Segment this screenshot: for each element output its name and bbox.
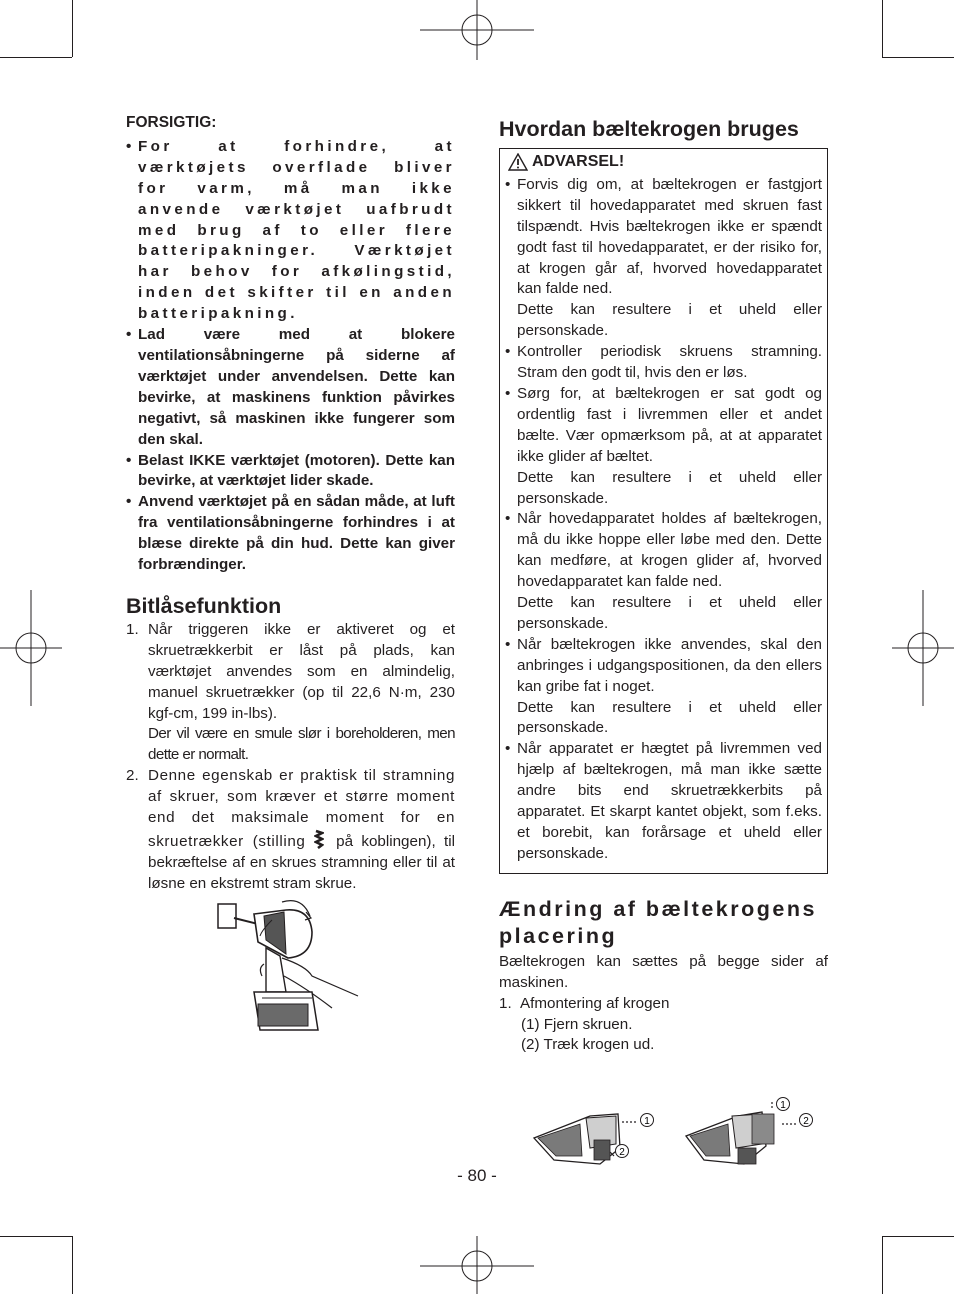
right-column xyxy=(499,113,828,1056)
warning-item xyxy=(505,739,822,864)
left-column xyxy=(126,113,455,895)
intro-text: Bæltekrogen kan sættes på begge sider af maskinen. xyxy=(499,952,828,991)
warning-item-text: Når bæltekrogen ikke anvendes, skal den anbringes i udgangspositionen, da den ellers kan gribe fat i noget. xyxy=(517,635,822,695)
item-text: på koblingen), til bekræftelse af en skrues stramning eller til at løsne en ekstremt stram skrue. xyxy=(148,833,455,892)
item-text: Når triggeren ikke er aktiveret og et skruetrækkerbit er låst på plads, kan værktøjet anvendes som en almindelig, manuel skruetrækker (op til 22,6 N·m, 230 kgf-cm, 199 in-lbs). xyxy=(148,620,455,722)
warning-item xyxy=(505,384,822,509)
belt-hook-removal-illustration-right xyxy=(682,1096,818,1170)
caution-item: • Belast IKKE værktøjet (motoren). Dette kan bevirke, at værktøjet lider skade. xyxy=(126,451,455,493)
warning-item-text: Kontroller periodisk skruens stramning. Stram den godt til, hvis den er løs. xyxy=(517,343,822,382)
registration-mark xyxy=(420,0,534,60)
warning-item xyxy=(505,635,822,740)
step-item xyxy=(499,994,828,1015)
item-number: 1. xyxy=(126,620,139,638)
item-number: 2. xyxy=(126,767,139,785)
page-number: - 80 - xyxy=(457,1166,497,1185)
caution-list xyxy=(126,137,455,576)
marker-1: 1 xyxy=(780,1100,786,1111)
substep-list xyxy=(499,1015,828,1057)
marker-2: 2 xyxy=(803,1116,809,1127)
registration-mark xyxy=(0,590,62,706)
registration-mark xyxy=(892,590,954,706)
crop-mark xyxy=(882,1236,883,1294)
warning-item-consequence: Dette kan resultere i et uheld eller personskade. xyxy=(517,468,822,507)
marker-2: 2 xyxy=(619,1147,625,1158)
step-number: 1. xyxy=(499,994,512,1012)
step-list xyxy=(499,994,828,1015)
caution-item: • Anvend værktøjet på en sådan måde, at luft fra ventilationsåbningerne forhindres i at blæse direkte på din hud. Dette kan giver forbrændinger. xyxy=(126,492,455,576)
crop-mark xyxy=(882,1236,954,1237)
marker-1: 1 xyxy=(644,1116,650,1127)
warning-title xyxy=(508,152,822,173)
warning-item-text: Når hovedapparatet holdes af bæltekrogen, må du ikke hoppe eller løbe med den. Dette kan medføre, at krogen glider af, hvorved hovedapparatet kan falde ned. xyxy=(517,510,822,591)
warning-item-text: Sørg for, at bæltekrogen er sat godt og ordentlig fast i livremmen eller et andet bælte. Vær opmærksom på, at at apparatet ikke glider af bæltet. xyxy=(517,384,822,465)
warning-item-consequence: Dette kan resultere i et uheld eller personskade. xyxy=(517,301,822,340)
caution-item: • For at forhindre, at værktøjets overflade bliver for varm, må man ikke anvende værktøjet uafbrudt med brug af to eller flere batteripakninger. Værktøjet har behov for afkølingstid, inden det skifter til en anden batteripakning. xyxy=(126,137,455,325)
warning-item-text: Forvis dig om, at bæltekrogen er fastgjort sikkert til hovedapparatet med skruen fast tilspændt. Hvis bæltekrogen ikke er spændt godt fast til hovedapparatet, er der risiko for, at krogen går af, hvorved hovedapparatet kan falde ned. xyxy=(517,175,822,298)
warning-list xyxy=(505,175,822,865)
warning-triangle-icon xyxy=(508,153,528,171)
crop-mark xyxy=(882,57,954,58)
warning-item-consequence: Dette kan resultere i et uheld eller personskade. xyxy=(517,698,822,737)
item-text: Denne egenskab er praktisk til stramning af skruer, som kræver et større moment end det maksimale moment for en skruetrækker (stilling xyxy=(148,767,455,850)
substep-item: (2) Træk krogen ud. xyxy=(521,1036,655,1054)
warning-item xyxy=(505,342,822,384)
section-heading-change-position: Ændring af bæltekrogens placering xyxy=(499,896,817,948)
crop-mark xyxy=(0,1236,72,1237)
crop-mark xyxy=(72,1236,73,1294)
belt-hook-removal-illustration-left xyxy=(530,1104,660,1170)
crop-mark xyxy=(72,0,73,57)
warning-box xyxy=(499,148,828,874)
step-text: Afmontering af krogen xyxy=(520,994,670,1012)
crop-mark xyxy=(0,57,72,58)
caution-item: • Lad være med at blokere ventilationsåbningerne på siderne af værktøjet under anvendelsen. Dette kan bevirke, at maskinens funktion påvirkes negativt, så maskinen ikke fungerer som den skal. xyxy=(126,325,455,450)
warning-item-consequence: Dette kan resultere i et uheld eller personskade. xyxy=(517,594,822,632)
drill-in-hand-illustration xyxy=(214,896,366,1036)
substep-item: (1) Fjern skruen. xyxy=(521,1015,633,1033)
warning-item-text: Når apparatet er hægtet på livremmen ved hjælp af bæltekrogen, må man ikke sætte andre bits end skruetrækkerbits på apparatet. Et skarpt kantet objekt, som f.eks. et borebit, kan forårsage et uheld eller personskade. xyxy=(517,740,822,862)
item-note: Der vil være en smule slør i boreholderen, men dette er normalt. xyxy=(148,725,455,764)
section-heading-belt-hook: Hvordan bæltekrogen bruges xyxy=(499,117,799,141)
warning-item xyxy=(505,175,822,342)
crop-mark xyxy=(882,0,883,57)
caution-title: FORSIGTIG: xyxy=(126,114,217,131)
list-item xyxy=(126,766,455,894)
clutch-drill-symbol-icon xyxy=(314,829,324,849)
bit-lock-list xyxy=(126,620,455,895)
warning-item xyxy=(505,509,822,634)
registration-mark xyxy=(420,1236,534,1294)
section-heading-bit-lock: Bitlåsefunktion xyxy=(126,593,282,618)
warning-title-text: ADVARSEL! xyxy=(532,153,625,170)
list-item xyxy=(126,620,455,766)
